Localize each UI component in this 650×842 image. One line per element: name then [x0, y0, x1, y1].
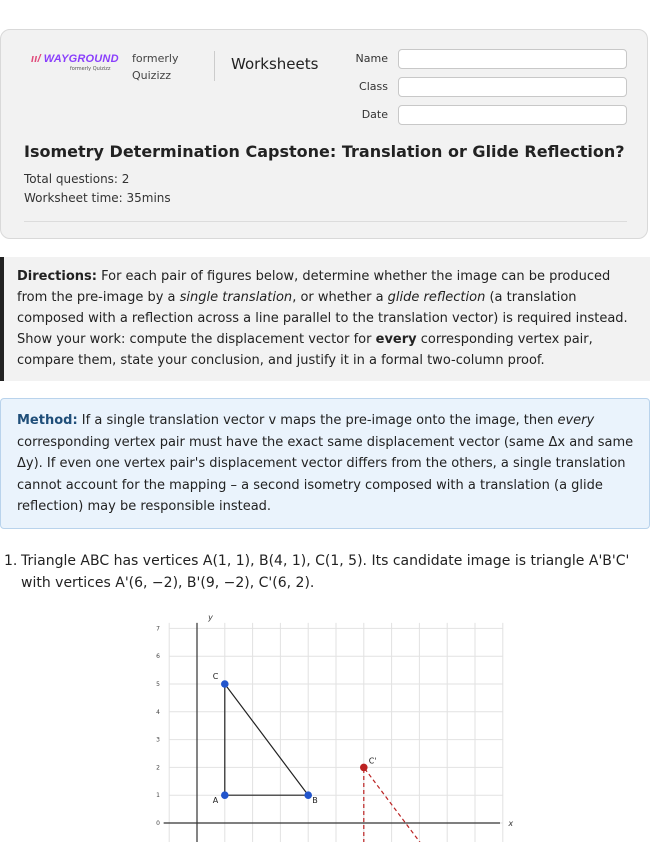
method-label: Method: — [17, 413, 78, 428]
header-bottom-divider — [24, 221, 627, 222]
directions-text-2: , or whether a — [292, 290, 388, 305]
header-divider — [214, 51, 215, 81]
wayground-logo[interactable] — [31, 53, 119, 72]
method-em-every: every — [557, 413, 595, 428]
directions-em-single-translation: single translation — [179, 290, 293, 305]
coordinate-graph — [0, 612, 650, 842]
directions-em-glide-reflection: glide reflection — [387, 290, 486, 305]
vertex-point-a — [221, 791, 229, 799]
vertex-point-c-prime — [360, 764, 368, 772]
y-tick-label: 5 — [156, 681, 160, 688]
question-number: 1. — [4, 553, 18, 569]
y-tick-label: 3 — [156, 736, 160, 744]
vertex-point-b — [304, 791, 312, 799]
question-1 — [4, 550, 644, 594]
y-tick-label: 2 — [156, 764, 160, 772]
y-tick-labels — [156, 625, 160, 827]
directions-text-3: (a translation composed with a reflection across a line parallel to the translation vector) is required instead. Show your work: compute the displacement vector for — [17, 290, 628, 347]
formerly-name: Quizizz — [132, 69, 172, 82]
class-field[interactable] — [398, 77, 627, 97]
name-label: Name — [355, 52, 388, 65]
section-title: Worksheets — [231, 55, 319, 73]
y-axis-label: y — [208, 613, 213, 623]
name-field[interactable] — [398, 49, 627, 69]
question-text: Triangle ABC has vertices A(1, 1), B(4, 1), C(1, 5). Its candidate image is triangle A'B'C' with vertices A'(6, −2), B'(9, −2), C'(6, 2). — [21, 553, 630, 591]
method-text-1: If a single translation vector v maps the pre-image onto the image, then — [77, 413, 558, 428]
directions-text-1: For each pair of figures below, determine whether the image can be produced from the pre-image by a — [17, 269, 611, 305]
worksheet-header — [0, 29, 648, 239]
directions-text-4: corresponding vertex pair, compare them, state your conclusion, and justify it in a formal two-column proof. — [17, 332, 593, 368]
date-label: Date — [361, 108, 388, 121]
class-label: Class — [359, 80, 388, 93]
formerly-label: formerly — [132, 52, 179, 65]
method-box — [0, 398, 650, 529]
logo-text: WAYGROUND — [43, 53, 119, 65]
formerly-note — [132, 50, 179, 84]
y-tick-label: 4 — [156, 708, 160, 716]
image-triangle — [360, 764, 451, 842]
vertex-point-c — [221, 680, 229, 688]
vertex-label-a: A — [212, 796, 219, 806]
directions-label: Directions: — [17, 269, 97, 284]
total-questions: Total questions: 2 — [24, 172, 130, 186]
y-tick-label: 0 — [156, 820, 160, 827]
date-field[interactable] — [398, 105, 627, 125]
x-axis-label: x — [508, 819, 514, 828]
page-title: Isometry Determination Capstone: Translation or Glide Reflection? — [24, 142, 625, 161]
logo-mark-icon: ıı/ — [31, 53, 41, 65]
graph-grid — [169, 623, 503, 842]
method-text-2: corresponding vertex pair must have the exact same displacement vector (same Δx and same Δy). If even one vertex pair's displacement vector differs from the others, a single translation cannot account for the mapping – a second isometry composed with a translation (a glide reflection) may be responsible instead. — [17, 434, 634, 514]
y-tick-label: 7 — [156, 625, 160, 633]
image-outline — [364, 767, 447, 842]
y-tick-label: 1 — [156, 792, 160, 800]
directions-box — [0, 257, 650, 381]
worksheet-time: Worksheet time: 35mins — [24, 191, 171, 205]
y-tick-label: 6 — [156, 653, 160, 661]
vertex-label-b: B — [312, 796, 318, 806]
logo-subtext: formerly Quizizz — [70, 66, 111, 72]
vertex-label-c-prime: C' — [368, 756, 377, 766]
vertex-label-c: C — [212, 672, 219, 681]
directions-strong-every: every — [375, 332, 417, 347]
